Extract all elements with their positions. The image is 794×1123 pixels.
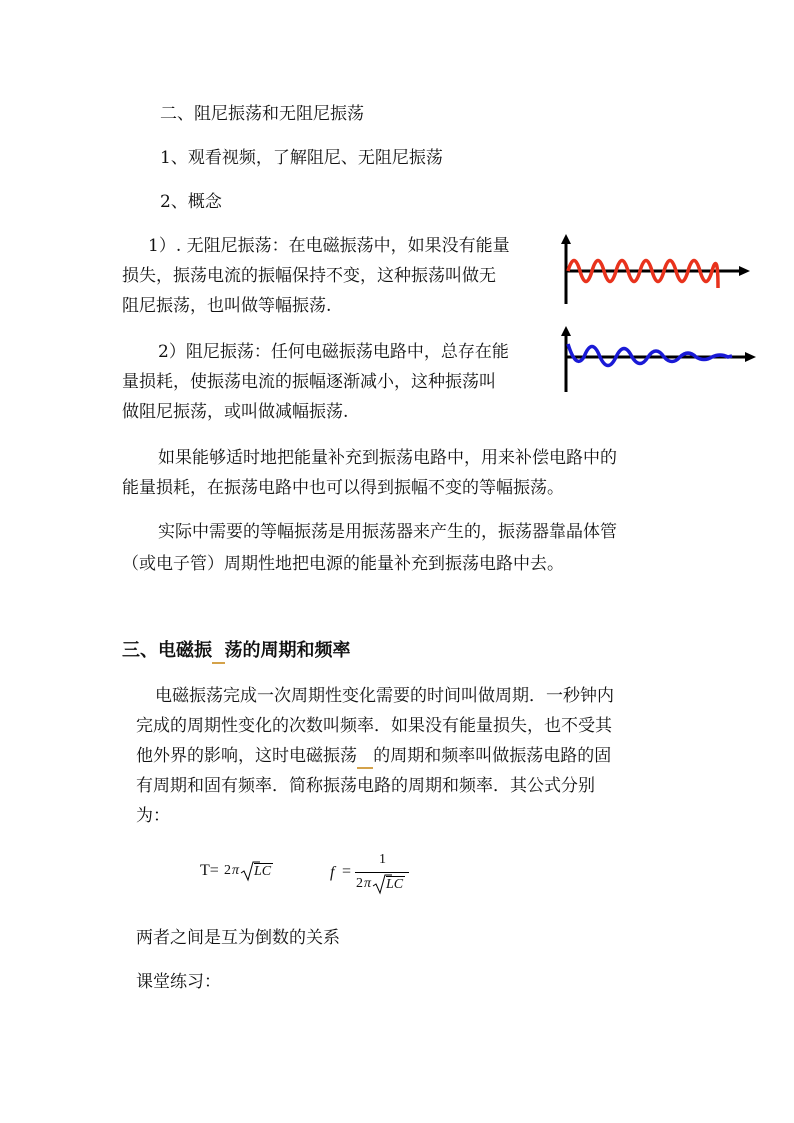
para1-line1: 如果能够适时地把能量补充到振荡电路中，用来补偿电路中的 xyxy=(158,448,617,468)
undamped-wave xyxy=(568,261,718,289)
undamped-x-arrow xyxy=(739,266,750,276)
section3-heading-part1: 三、电磁振 xyxy=(122,640,212,661)
para2-line1: 实际中需要的等幅振荡是用振荡器来产生的，振荡器靠晶体管 xyxy=(158,522,617,542)
formula-period-2: 2 xyxy=(224,863,231,878)
formula-frequency-numerator: 1 xyxy=(379,852,386,867)
paragraph-edit-mark xyxy=(357,746,373,766)
item-watch-video: 1、观看视频，了解阻尼、无阻尼振荡 xyxy=(160,148,443,168)
section3-p-line3-part2: 的周期和频率叫做振荡电路的固 xyxy=(373,746,612,766)
relation-text: 两者之间是互为倒数的关系 xyxy=(136,928,340,948)
para2-line2: （或电子管）周期性地把电源的能量补充到振荡电路中去。 xyxy=(122,554,564,574)
undamped-line1: 1）. 无阻尼振荡：在电磁振荡中，如果没有能量 xyxy=(148,236,510,256)
damped-line2: 量损耗，使振荡电流的振幅逐渐减小，这种振荡叫 xyxy=(122,372,496,392)
section3-heading xyxy=(122,641,351,661)
section3-heading-part2: 荡的周期和频率 xyxy=(224,640,351,661)
section2-heading: 二、阻尼振荡和无阻尼振荡 xyxy=(160,104,364,124)
formula-period-lc: LC xyxy=(254,864,272,879)
heading-edit-mark xyxy=(212,640,225,661)
section3-p-line3 xyxy=(136,746,611,766)
section3-p-line4: 有周期和固有频率．简称振荡电路的周期和频率．其公式分别 xyxy=(136,776,595,796)
damped-y-arrow xyxy=(561,326,571,336)
formula-period-pi: π xyxy=(232,863,240,878)
damped-wave xyxy=(568,344,732,366)
section3-p-line3-part1: 他外界的影响，这时电磁振荡 xyxy=(136,746,357,766)
item-concept: 2、概念 xyxy=(160,192,222,212)
formula-frequency xyxy=(328,852,418,896)
formula-frequency-pi: π xyxy=(364,876,372,891)
undamped-oscillation-figure xyxy=(556,232,756,312)
section3-p-line2: 完成的周期性变化的次数叫频率．如果没有能量损失，也不受其 xyxy=(136,716,612,736)
undamped-line2: 损失，振荡电流的振幅保持不变，这种振荡叫做无 xyxy=(122,266,496,286)
undamped-line3: 阻尼振荡，也叫做等幅振荡. xyxy=(122,296,332,316)
damped-x-arrow xyxy=(745,352,756,362)
para1-line2: 能量损耗，在振荡电路中也可以得到振幅不变的等幅振荡。 xyxy=(122,478,564,498)
formula-frequency-lc: LC xyxy=(386,877,404,892)
formula-period xyxy=(200,860,290,884)
formula-frequency-2: 2 xyxy=(356,876,363,891)
damped-oscillation-figure xyxy=(556,324,761,399)
undamped-y-arrow xyxy=(561,234,571,244)
formula-period-lhs: T= xyxy=(200,862,219,879)
damped-line3: 做阻尼振荡，或叫做减幅振荡. xyxy=(122,402,349,422)
formula-frequency-eq: = xyxy=(342,863,352,880)
section3-p-line1: 电磁振荡完成一次周期性变化需要的时间叫做周期．一秒钟内 xyxy=(155,686,614,706)
section3-p-line5: 为： xyxy=(136,806,170,826)
formula-frequency-lhs: f xyxy=(330,864,335,881)
exercise-label: 课堂练习： xyxy=(136,972,221,992)
damped-line1: 2）阻尼振荡：任何电磁振荡电路中，总存在能 xyxy=(158,342,509,362)
